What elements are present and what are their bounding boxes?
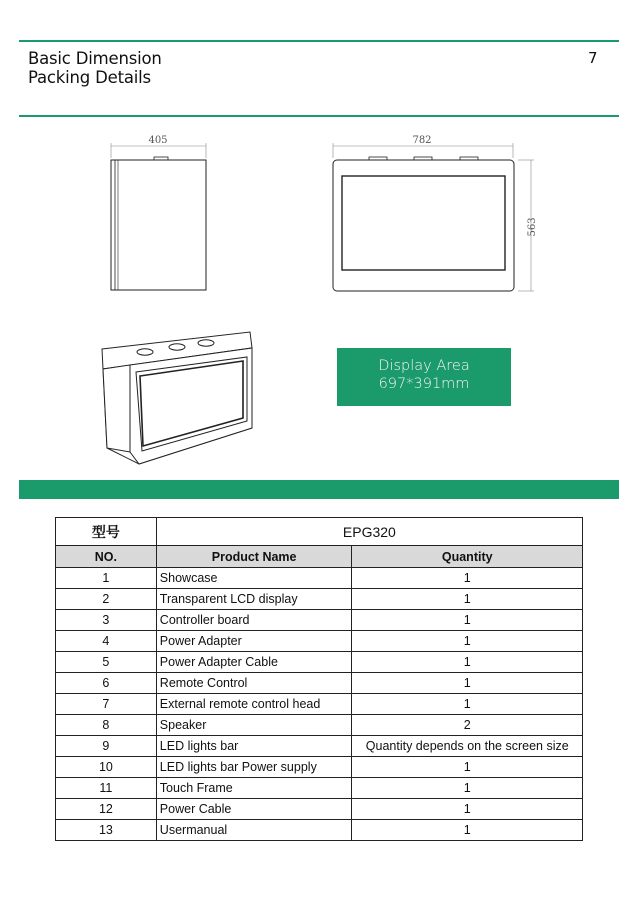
section-divider-band <box>19 480 619 499</box>
row-number-cell: 2 <box>56 589 157 610</box>
table-row <box>56 694 583 715</box>
product-name-cell: Power Adapter <box>156 631 352 652</box>
quantity-cell: 1 <box>352 568 583 589</box>
model-label-cell: 型号 <box>56 518 157 546</box>
table-row <box>56 736 583 757</box>
product-name-cell: Usermanual <box>156 820 352 841</box>
product-name-cell: Power Cable <box>156 799 352 820</box>
quantity-cell: 1 <box>352 589 583 610</box>
table-row <box>56 799 583 820</box>
model-row <box>56 518 583 546</box>
front-width-label: 782 <box>412 135 432 146</box>
title-line-1: Basic Dimension <box>28 49 162 68</box>
quantity-cell: 1 <box>352 673 583 694</box>
title-line-2: Packing Details <box>28 68 151 87</box>
product-name-cell: LED lights bar Power supply <box>156 757 352 778</box>
header-quantity: Quantity <box>352 546 583 568</box>
packing-table <box>55 517 583 841</box>
table-row <box>56 652 583 673</box>
quantity-cell: 1 <box>352 610 583 631</box>
quantity-cell: 1 <box>352 757 583 778</box>
quantity-cell: 1 <box>352 694 583 715</box>
table-row <box>56 820 583 841</box>
row-number-cell: 1 <box>56 568 157 589</box>
product-name-cell: External remote control head <box>156 694 352 715</box>
table-row <box>56 673 583 694</box>
row-number-cell: 6 <box>56 673 157 694</box>
model-value-cell: EPG320 <box>156 518 582 546</box>
display-area-box <box>337 348 511 406</box>
product-name-cell: Speaker <box>156 715 352 736</box>
table-header-row <box>56 546 583 568</box>
table-row <box>56 715 583 736</box>
quantity-cell: 1 <box>352 652 583 673</box>
display-area-size: 697*391mm <box>378 376 470 392</box>
quantity-cell: 2 <box>352 715 583 736</box>
quantity-cell: 1 <box>352 778 583 799</box>
front-height-label: 563 <box>527 217 538 237</box>
table-row <box>56 568 583 589</box>
row-number-cell: 12 <box>56 799 157 820</box>
product-name-cell: Transparent LCD display <box>156 589 352 610</box>
row-number-cell: 13 <box>56 820 157 841</box>
product-name-cell: Showcase <box>156 568 352 589</box>
table-row <box>56 610 583 631</box>
page-number: 7 <box>588 49 598 67</box>
table-row <box>56 757 583 778</box>
header-no: NO. <box>56 546 157 568</box>
product-name-cell: Remote Control <box>156 673 352 694</box>
table-row <box>56 778 583 799</box>
side-width-label: 405 <box>148 135 168 146</box>
row-number-cell: 7 <box>56 694 157 715</box>
display-area-label: Display Area <box>378 358 470 374</box>
row-number-cell: 9 <box>56 736 157 757</box>
row-number-cell: 5 <box>56 652 157 673</box>
side-view-drawing <box>111 135 206 290</box>
table-row <box>56 589 583 610</box>
row-number-cell: 10 <box>56 757 157 778</box>
header-product-name: Product Name <box>156 546 352 568</box>
row-number-cell: 8 <box>56 715 157 736</box>
product-name-cell: Power Adapter Cable <box>156 652 352 673</box>
quantity-cell: 1 <box>352 820 583 841</box>
quantity-cell: 1 <box>352 631 583 652</box>
product-name-cell: LED lights bar <box>156 736 352 757</box>
product-name-cell: Controller board <box>156 610 352 631</box>
quantity-cell: Quantity depends on the screen size <box>352 736 583 757</box>
row-number-cell: 11 <box>56 778 157 799</box>
table-row <box>56 631 583 652</box>
quantity-cell: 1 <box>352 799 583 820</box>
isometric-view-drawing <box>102 332 252 464</box>
row-number-cell: 3 <box>56 610 157 631</box>
row-number-cell: 4 <box>56 631 157 652</box>
front-view-drawing <box>333 135 538 291</box>
product-name-cell: Touch Frame <box>156 778 352 799</box>
